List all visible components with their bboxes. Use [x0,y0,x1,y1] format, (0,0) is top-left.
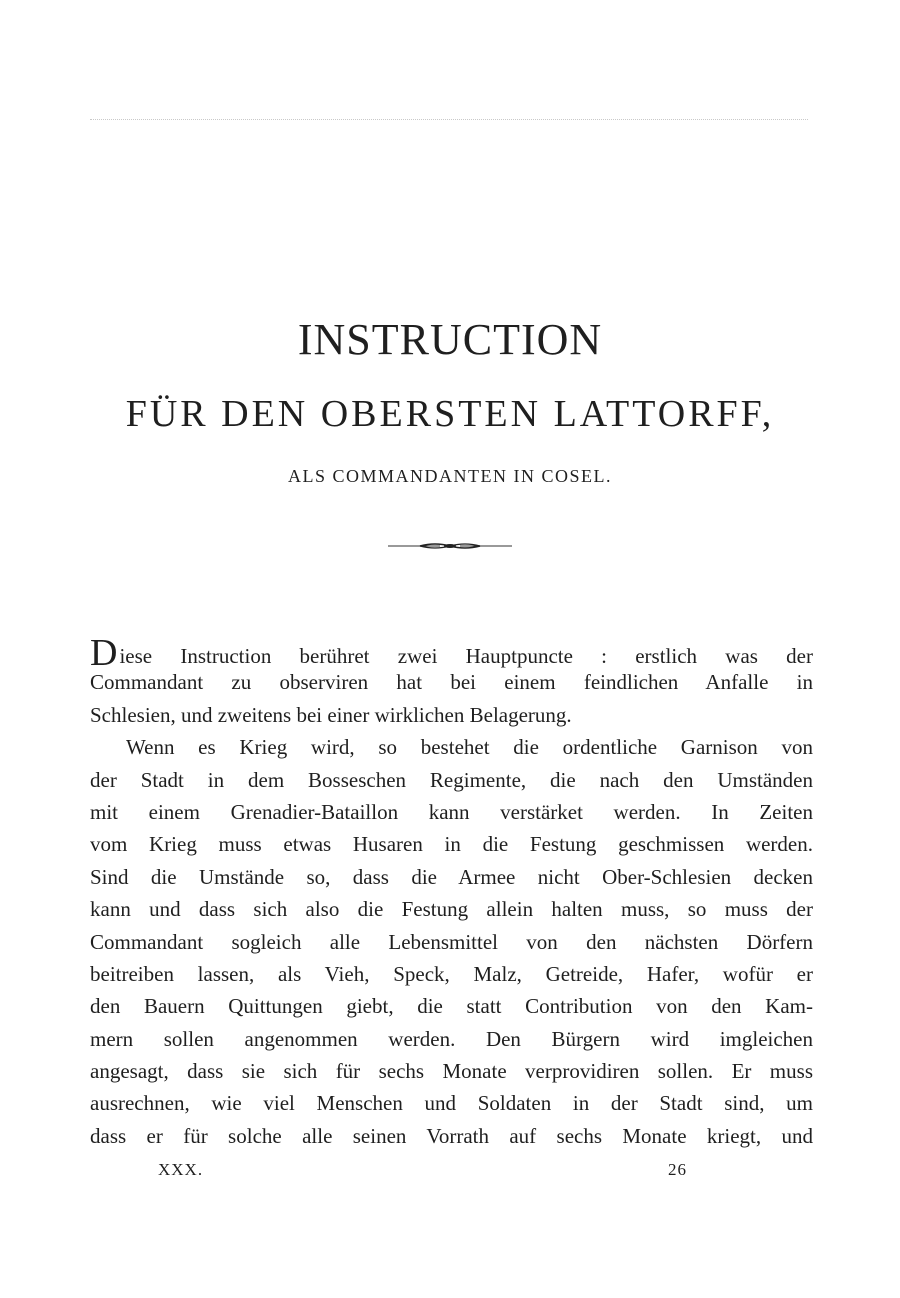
document-subtitle-secondary: ALS COMMANDANTEN IN COSEL. [287,466,612,486]
text-line: der Stadt in dem Bosseschen Regimente, die nach den Umständen [90,767,813,792]
text-line: mern sollen angenommen werden. Den Bürgern wird imgleichen [90,1026,813,1051]
document-subtitle: FÜR DEN OBERSTEN LATTORFF, [125,393,775,435]
text-line: kann und dass sich also die Festung allein halten muss, so muss der [90,897,813,922]
text-line: ausrechnen, wie viel Menschen und Soldaten in der Stadt sind, um [90,1091,813,1116]
signature-mark: XXX. [158,1160,204,1179]
text-line: Schlesien, und zweitens bei einer wirklichen Belagerung. [90,702,572,727]
page-number: 26 [668,1160,687,1179]
text-line: mit einem Grenadier-Bataillon kann verstärket werden. In Zeiten [90,799,813,824]
text-line: angesagt, dass sie sich für sechs Monate verprovidiren sollen. Er muss [90,1059,813,1084]
text-line: den Bauern Quittungen giebt, die statt Contribution von den Kam- [90,994,813,1019]
body-text [90,634,813,1152]
text-line: dass er für solche alle seinen Vorrath auf sechs Monate kriegt, und [90,1123,813,1148]
document-title: INSTRUCTION [297,315,603,364]
text-line: Wenn es Krieg wird, so bestehet die ordentliche Garnison von [126,735,813,760]
text-line: Sind die Umstände so, dass die Armee nicht Ober-Schlesien decken [90,864,813,889]
text-line: Diese Instruction berühret zwei Hauptpuncte : erstlich was der [90,632,813,674]
text-line: beitreiben lassen, als Vieh, Speck, Malz, Getreide, Hafer, wofür er [90,961,813,986]
text-line: Commandant sogleich alle Lebensmittel von den nächsten Dörfern [90,929,813,954]
text-line: vom Krieg muss etwas Husaren in die Festung geschmissen werden. [90,832,813,857]
header-rule [90,119,808,120]
text-line: Commandant zu observiren hat bei einem feindlichen Anfalle in [90,670,813,695]
ornament-divider [380,538,520,554]
drop-cap: D [90,632,118,674]
